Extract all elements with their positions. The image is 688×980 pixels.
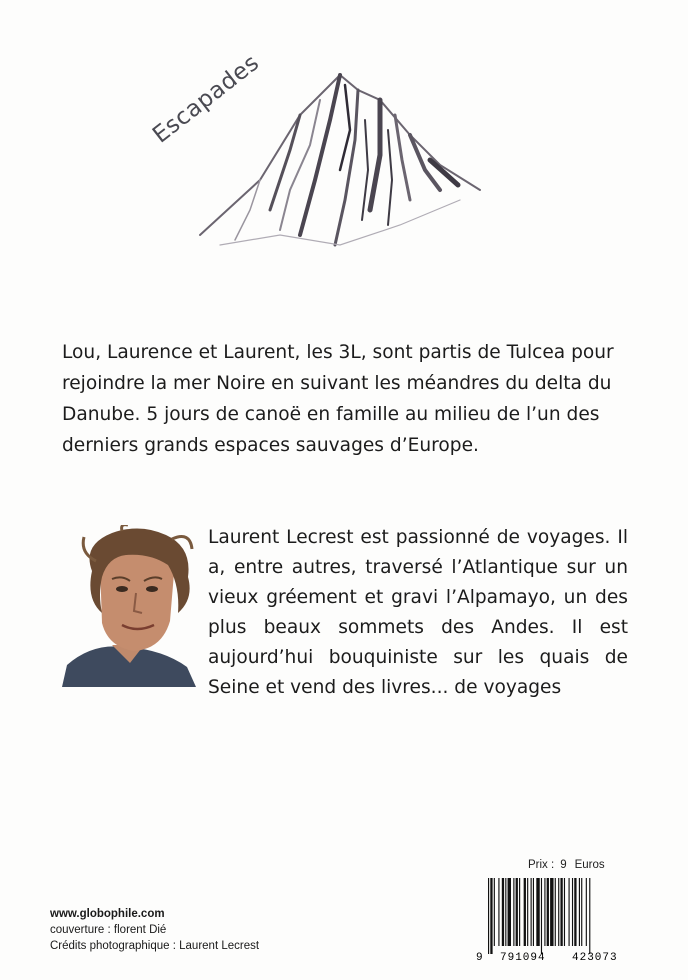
barcode-bar xyxy=(541,878,542,954)
barcode-bar xyxy=(533,878,534,946)
mountain-logo-illustration xyxy=(140,60,500,260)
barcode-bar xyxy=(508,878,511,946)
barcode-bar xyxy=(547,878,549,946)
barcode-bar xyxy=(560,878,562,946)
barcode-bar xyxy=(558,878,559,946)
author-biography: Laurent Lecrest est passionné de voyages. Il a, entre autres, traversé l’Atlantique sur un vieux gréement et gravi l’Alpamayo, un des plus beaux sommets des Andes. Il est aujourd’hui bouquiniste sur les quais de Seine et vend des livres... de voyages xyxy=(208,527,628,698)
barcode-bar xyxy=(572,878,573,946)
price-value: 9 xyxy=(560,859,567,871)
barcode-bar xyxy=(502,878,504,946)
barcode-bar xyxy=(531,878,532,946)
barcode-bar xyxy=(519,878,520,946)
barcode-left-digit: 9 xyxy=(476,952,483,962)
photo-credit: Crédits photographique : Laurent Lecrest xyxy=(50,940,260,952)
price-unit: Euros xyxy=(574,859,605,871)
barcode-bar xyxy=(569,878,570,946)
barcode-bars xyxy=(488,878,590,954)
barcode-bar xyxy=(494,878,495,946)
barcode-group-2: 423073 xyxy=(572,952,618,962)
barcode-bar xyxy=(564,878,565,946)
barcode-bar xyxy=(581,878,582,946)
barcode-bar xyxy=(516,878,518,946)
barcode-bar xyxy=(488,878,489,954)
credits-block xyxy=(50,906,259,954)
book-synopsis: Lou, Laurence et Laurent, les 3L, sont partis de Tulcea pour rejoindre la mer Noire en suivant les méandres du delta du Danube. 5 jours de canoë en famille au milieu de l’un des derniers grands espaces sauvages d’Europe. xyxy=(62,342,614,456)
barcode-bar xyxy=(536,878,539,946)
cover-credit: couverture : florent Dié xyxy=(50,924,167,936)
isbn-barcode xyxy=(474,878,642,962)
barcode-bar xyxy=(586,878,587,946)
barcode-bar xyxy=(579,878,580,946)
price-label-text: Prix : xyxy=(528,859,555,871)
barcode-bar xyxy=(555,878,556,946)
author-photo xyxy=(62,525,196,687)
publisher-url: www.globophile.com xyxy=(50,908,165,920)
price-label xyxy=(528,859,605,871)
barcode-bar xyxy=(524,878,526,946)
barcode-bar xyxy=(513,878,514,946)
barcode-bar xyxy=(505,878,506,946)
series-logo-text: Escapades xyxy=(148,49,265,149)
barcode-bar xyxy=(527,878,528,946)
barcode-bar xyxy=(498,878,499,946)
barcode-bar xyxy=(490,878,492,954)
barcode-bar xyxy=(574,878,576,946)
barcode-group-1: 791094 xyxy=(500,952,546,962)
barcode-bar xyxy=(550,878,553,946)
barcode-bar xyxy=(544,878,545,946)
barcode-bar xyxy=(589,878,590,954)
